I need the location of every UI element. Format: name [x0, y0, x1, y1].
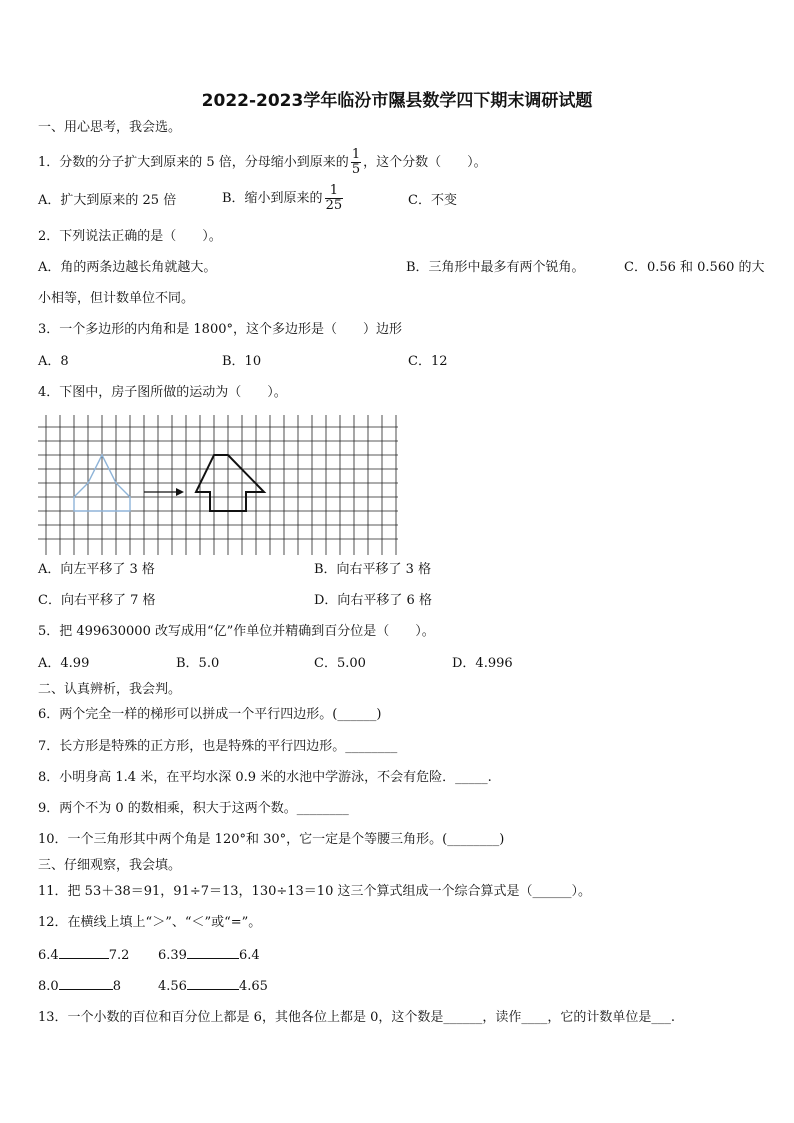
question-3-option-a: A．8	[38, 354, 69, 369]
question-1-option-a: A．扩大到原来的 25 倍	[38, 193, 177, 208]
compare-right: 4.65	[238, 979, 268, 994]
question-12: 12．在横线上填上“＞”、“＜”或“=”。	[38, 915, 262, 930]
section-3-heading: 三、仔细观察，我会填。	[38, 858, 182, 873]
question-2: 2．下列说法正确的是（ ）。	[38, 229, 222, 244]
compare-left: 8.0	[38, 979, 59, 994]
question-1-text-a: 1．分数的分子扩大到原来的 5 倍，分母缩小到原来的	[38, 155, 349, 170]
question-3: 3．一个多边形的内角和是 1800°，这个多边形是（ ）边形	[38, 322, 402, 337]
compare-item-d	[158, 977, 268, 996]
compare-item-c	[38, 977, 121, 996]
answer-blank[interactable]	[187, 946, 239, 959]
question-4: 4．下图中，房子图所做的运动为（ ）。	[38, 385, 287, 400]
question-2-option-b: B．三角形中最多有两个锐角。	[406, 260, 585, 275]
question-5-option-c: C．5.00	[314, 656, 366, 671]
compare-left: 6.39	[158, 948, 187, 963]
fraction-numerator: 1	[351, 147, 361, 162]
section-2-heading: 二、认真辨析，我会判。	[38, 682, 182, 697]
fraction-numerator: 1	[325, 184, 344, 199]
question-11: 11．把 53＋38＝91，91÷7＝13，130÷13＝10 这三个算式组成一个综合算式是（______）。	[38, 884, 591, 899]
question-5-option-a: A．4.99	[38, 656, 90, 671]
question-10: 10．一个三角形其中两个角是 120°和 30°，它一定是个等腰三角形。(________)	[38, 832, 505, 847]
answer-blank[interactable]	[187, 977, 239, 990]
question-8: 8．小明身高 1.4 米，在平均水深 0.9 米的水池中学游泳，不会有危险．_____.	[38, 770, 492, 785]
fraction-denominator: 25	[325, 198, 343, 213]
compare-item-b	[158, 946, 260, 965]
question-5: 5．把 499630000 改写成用“亿”作单位并精确到百分位是（ ）。	[38, 624, 435, 639]
question-3-option-c: C．12	[408, 354, 448, 369]
translation-arrow-head	[176, 488, 184, 496]
question-6: 6．两个完全一样的梯形可以拼成一个平行四边形。(______)	[38, 707, 382, 722]
fraction-denominator: 5	[351, 162, 361, 177]
question-2-option-a: A．角的两条边越长角就越大。	[38, 260, 217, 275]
section-1-heading: 一、用心思考，我会选。	[38, 120, 182, 135]
question-1-option-c: C．不变	[408, 193, 457, 208]
question-4-option-a: A．向左平移了 3 格	[38, 562, 155, 577]
option-b-fraction	[325, 184, 344, 213]
question-1-fraction	[351, 148, 361, 177]
question-5-option-d: D．4.996	[452, 656, 513, 671]
question-1-option-b	[222, 184, 345, 213]
compare-left: 6.4	[38, 948, 59, 963]
question-9: 9．两个不为 0 的数相乘，积大于这两个数。________	[38, 801, 349, 816]
question-7: 7．长方形是特殊的正方形，也是特殊的平行四边形。________	[38, 739, 398, 754]
question-2-option-c-continued: 小相等，但计数单位不同。	[38, 291, 195, 306]
question-4-option-d: D．向右平移了 6 格	[314, 593, 432, 608]
grid-lines	[38, 415, 398, 555]
answer-blank[interactable]	[59, 946, 109, 959]
translation-grid-figure	[38, 415, 398, 555]
page-title: 2022-2023学年临汾市隰县数学四下期末调研试题	[201, 91, 593, 111]
compare-right: 7.2	[108, 948, 130, 963]
question-1	[38, 148, 487, 177]
compare-item-a	[38, 946, 129, 965]
question-2-option-c: C．0.56 和 0.560 的大	[624, 260, 765, 275]
compare-left: 4.56	[158, 979, 187, 994]
option-b-text: B．缩小到原来的	[222, 191, 323, 206]
question-3-option-b: B．10	[222, 354, 262, 369]
question-13: 13．一个小数的百位和百分位上都是 6，其他各位上都是 0，这个数是______，读作____，它的计数单位是___.	[38, 1010, 675, 1025]
question-4-option-c: C．向右平移了 7 格	[38, 593, 156, 608]
compare-right: 8	[112, 979, 121, 994]
question-5-option-b: B．5.0	[176, 656, 220, 671]
question-1-text-b: ，这个分数（ ）。	[363, 155, 487, 170]
answer-blank[interactable]	[59, 977, 113, 990]
compare-right: 6.4	[238, 948, 260, 963]
question-4-option-b: B．向右平移了 3 格	[314, 562, 432, 577]
